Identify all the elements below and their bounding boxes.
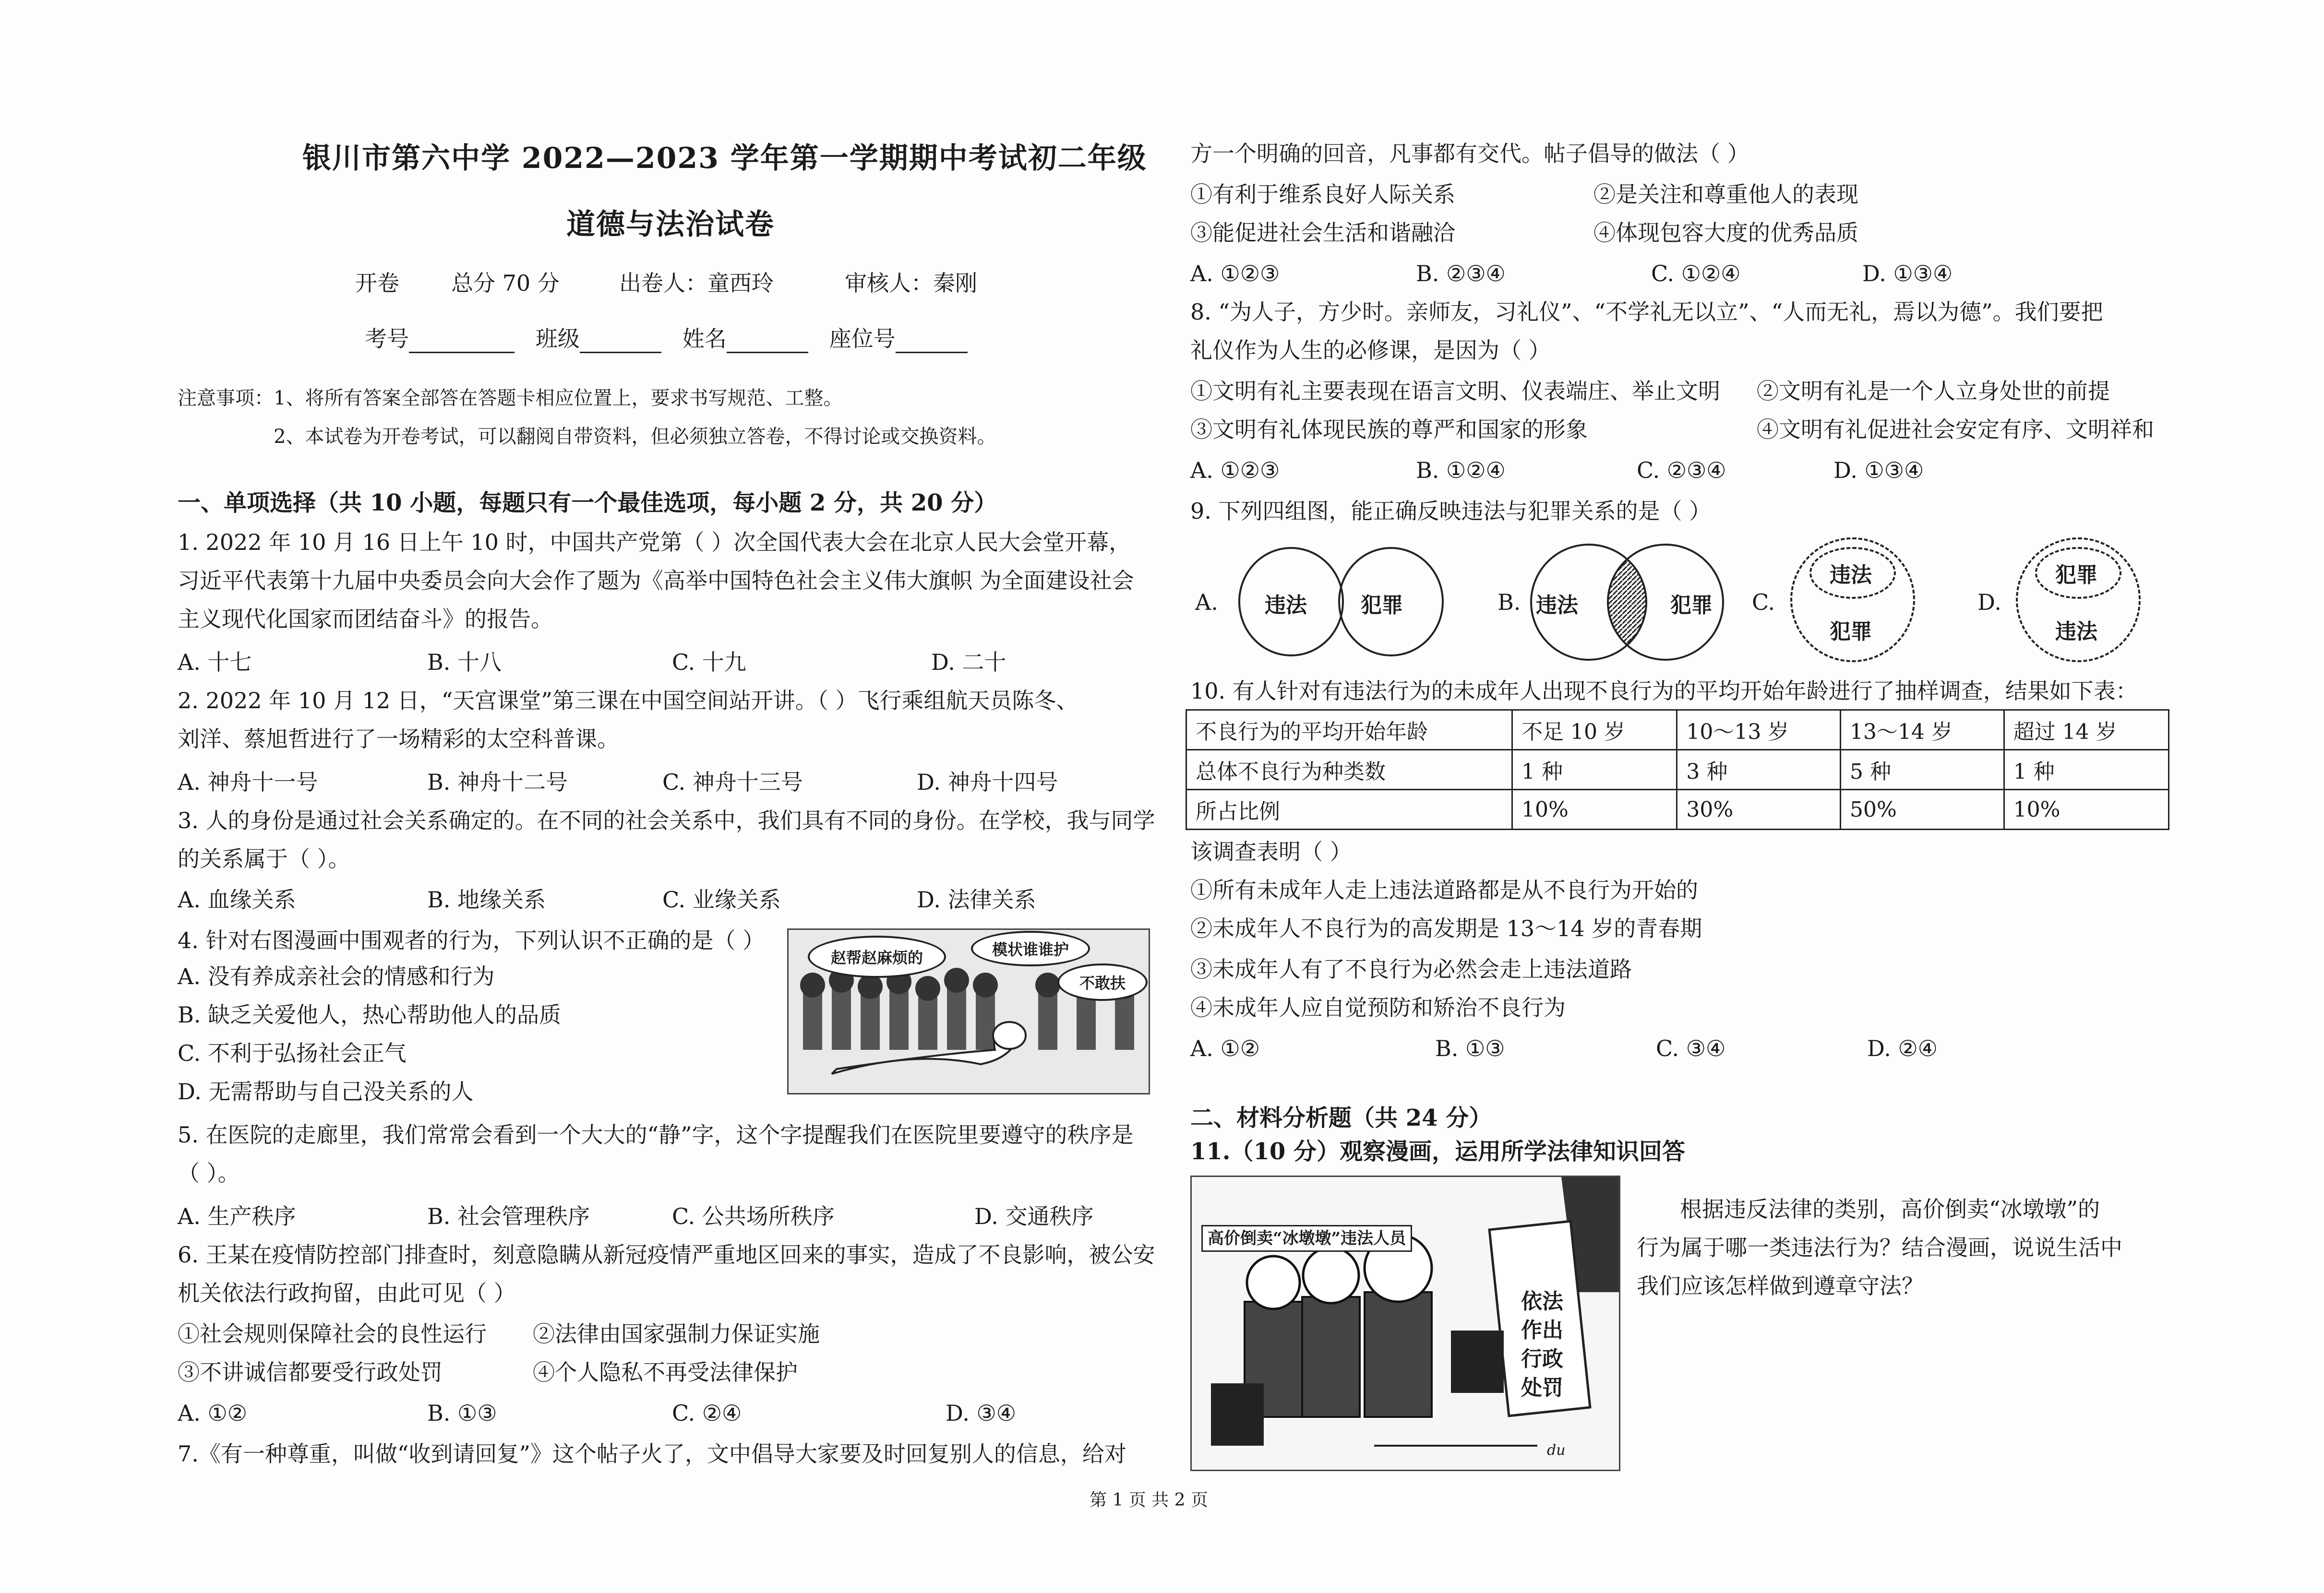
q6-option-b: B. ①③ — [427, 1400, 497, 1426]
blank-line — [896, 331, 968, 353]
comic-signature: du — [1547, 1442, 1566, 1459]
field-label: 班级 — [535, 326, 580, 352]
exam-subtitle: 道德与法治试卷 — [566, 208, 775, 241]
exam-type: 开卷 — [355, 270, 399, 296]
q11-line1: 11.（10 分）观察漫画，运用所学法律知识回答 — [1190, 1138, 1686, 1165]
q8-item-3: ③文明有礼体现民族的尊严和国家的形象 — [1190, 416, 1588, 442]
q5-line2: （ ）。 — [178, 1160, 240, 1186]
section1-title: 一、单项选择（共 10 小题，每题只有一个最佳选项，每小题 2 分，共 20 分） — [178, 489, 997, 516]
q10-item-1: ①所有未成年人走上违法道路都是从不良行为开始的 — [1190, 877, 1698, 903]
q9-option-c-label: C. — [1752, 589, 1775, 615]
q2-line2: 刘洋、蔡旭哲进行了一场精彩的太空科普课。 — [178, 726, 619, 752]
q10-option-a: A. ①② — [1190, 1035, 1260, 1061]
venn-label-illegal: 违法 — [1265, 593, 1307, 618]
q7-line1: 7.《有一种尊重，叫做“收到请回复”》这个帖子火了，文中倡导大家要及时回复别人的信息，给对 — [178, 1441, 1126, 1467]
field-label: 座位号 — [829, 326, 896, 352]
q5-option-a: A. 生产秩序 — [178, 1203, 296, 1229]
q6-option-d: D. ③④ — [946, 1400, 1016, 1426]
field-label: 姓名 — [682, 326, 727, 352]
venn-label-illegal: 违法 — [1830, 563, 1872, 587]
q4-line1: 4. 针对右图漫画中围观者的行为，下列认识不正确的是（ ） — [178, 927, 765, 953]
q2-option-d: D. 神舟十四号 — [917, 769, 1058, 795]
q8-line2: 礼仪作为人生的必修课，是因为（ ） — [1190, 337, 1551, 363]
table-cell: 13～14 岁 — [1840, 710, 2004, 750]
field-label: 考号 — [365, 326, 409, 352]
q4-option-c: C. 不利于弘扬社会正气 — [178, 1040, 407, 1066]
blank-line — [580, 331, 661, 353]
q11-question-line1: 根据违反法律的类别，高价倒卖“冰墩墩”的 — [1680, 1196, 2100, 1222]
q3-option-b: B. 地缘关系 — [427, 887, 546, 913]
q6-item-3: ③不讲诚信都要受行政处罚 — [178, 1359, 443, 1385]
q11-question-line3: 我们应该怎样做到遵章守法？ — [1637, 1273, 1924, 1299]
q9-option-b-label: B. — [1497, 589, 1521, 615]
q6-line2: 机关依法行政拘留，由此可见（ ） — [178, 1280, 516, 1306]
q8-option-b: B. ①②④ — [1416, 457, 1506, 483]
q1-option-c: C. 十九 — [672, 649, 746, 675]
table-row — [1186, 710, 2169, 750]
q7-item-4: ④体现包容大度的优秀品质 — [1593, 220, 1858, 246]
q1-option-b: B. 十八 — [427, 649, 502, 675]
venn-label-crime: 犯罪 — [2055, 563, 2097, 587]
table-cell: 10% — [2004, 790, 2168, 830]
venn-label-crime: 犯罪 — [1361, 593, 1403, 618]
comic-banner: 高价倒卖“冰墩墩”违法人员 — [1201, 1225, 1412, 1252]
venn-d — [2016, 537, 2141, 662]
table-cell: 不良行为的平均开始年龄 — [1186, 710, 1512, 750]
table-cell: 10～13 岁 — [1677, 710, 1841, 750]
q6-item-4: ④个人隐私不再受法律保护 — [533, 1359, 798, 1385]
q10-item-4: ④未成年人应自觉预防和矫治不良行为 — [1190, 995, 1566, 1021]
q10-item-2: ②未成年人不良行为的高发期是 13～14 岁的青春期 — [1190, 915, 1702, 941]
q1-option-a: A. 十七 — [178, 649, 252, 675]
blank-line — [727, 331, 808, 353]
q4-option-d: D. 无需帮助与自己没关系的人 — [178, 1079, 474, 1105]
q10-option-b: B. ①③ — [1435, 1035, 1505, 1061]
notes-line-1: 注意事项：1、将所有答案全部答在答题卡相应位置上，要求书写规范、工整。 — [178, 387, 843, 409]
q1-option-d: D. 二十 — [931, 649, 1006, 675]
q8-option-d: D. ①③④ — [1833, 457, 1924, 483]
q8-item-2: ②文明有礼是一个人立身处世的前提 — [1757, 378, 2110, 404]
q6-item-1: ①社会规则保障社会的良性运行 — [178, 1321, 487, 1347]
q8-option-a: A. ①②③ — [1190, 457, 1280, 483]
venn-label-crime: 犯罪 — [1830, 619, 1872, 644]
table-cell: 5 种 — [1840, 750, 2004, 790]
q7-item-1: ①有利于维系良好人际关系 — [1190, 181, 1455, 207]
q7-item-2: ②是关注和尊重他人的表现 — [1593, 181, 1858, 207]
q9-line1: 9. 下列四组图，能正确反映违法与犯罪关系的是（ ） — [1190, 498, 1712, 524]
q1-line3: 主义现代化国家而团结奋斗》的报告。 — [178, 606, 553, 632]
author: 出卷人：童西玲 — [619, 270, 774, 296]
q9-option-d-label: D. — [1977, 589, 2001, 615]
venn-c — [1790, 537, 1915, 662]
survey-table — [1186, 709, 2169, 830]
venn-b — [1526, 542, 1728, 662]
q2-line1: 2. 2022 年 10 月 12 日，“天宫课堂”第三课在中国空间站开讲。（ ）飞行乘组航天员陈冬、 — [178, 688, 1078, 713]
section2-title: 二、材料分析题（共 24 分） — [1190, 1105, 1492, 1131]
comic-bubble-2: 模状谁谁护 — [971, 931, 1090, 966]
q9-option-a-label: A. — [1195, 589, 1218, 615]
venn-a — [1238, 547, 1440, 662]
q8-item-1: ①文明有礼主要表现在语言文明、仪表端庄、举止文明 — [1190, 378, 1720, 404]
q2-option-b: B. 神舟十二号 — [427, 769, 568, 795]
q5-line1: 5. 在医院的走廊里，我们常常会看到一个大大的“静”字，这个字提醒我们在医院里要遵守的秩序是 — [178, 1122, 1134, 1148]
q3-line2: 的关系属于（ ）。 — [178, 846, 350, 872]
reviewer: 审核人：秦刚 — [845, 270, 977, 296]
q7-option-b: B. ②③④ — [1416, 261, 1506, 286]
table-cell: 1 种 — [1512, 750, 1677, 790]
blank-line — [409, 331, 515, 353]
comic-sign: 依法作出行政处罚 — [1521, 1289, 1563, 1400]
q7-item-3: ③能促进社会生活和谐融洽 — [1190, 220, 1455, 246]
q11-comic — [1190, 1176, 1620, 1471]
q5-option-b: B. 社会管理秩序 — [427, 1203, 590, 1229]
table-cell: 10% — [1512, 790, 1677, 830]
table-cell: 总体不良行为种类数 — [1186, 750, 1512, 790]
q4-option-a: A. 没有养成亲社会的情感和行为 — [178, 963, 495, 989]
q10-item-3: ③未成年人有了不良行为必然会走上违法道路 — [1190, 956, 1632, 982]
q8-option-c: C. ②③④ — [1637, 457, 1726, 483]
q10-line2: 该调查表明（ ） — [1190, 839, 1352, 865]
q10-option-d: D. ②④ — [1867, 1035, 1938, 1061]
q1-line1: 1. 2022 年 10 月 16 日上午 10 时，中国共产党第（ ）次全国代表大会在北京人民大会堂开幕， — [178, 529, 1131, 555]
venn-label-illegal: 违法 — [2055, 619, 2097, 644]
page-footer: 第 1 页 共 2 页 — [1090, 1490, 1209, 1510]
q10-option-c: C. ③④ — [1656, 1035, 1726, 1061]
q6-line1: 6. 王某在疫情防控部门排查时，刻意隐瞒从新冠疫情严重地区回来的事实，造成了不良影响，被公安 — [178, 1242, 1155, 1268]
q3-option-a: A. 血缘关系 — [178, 887, 296, 913]
total-score: 总分 70 分 — [451, 270, 560, 296]
q2-option-c: C. 神舟十三号 — [662, 769, 803, 795]
table-row — [1186, 750, 2169, 790]
table-cell: 超过 14 岁 — [2004, 710, 2168, 750]
table-cell: 1 种 — [2004, 750, 2168, 790]
q4-option-b: B. 缺乏关爱他人，热心帮助他人的品质 — [178, 1002, 562, 1028]
comic-bubble-3: 不敢扶 — [1057, 963, 1148, 1001]
q5-option-d: D. 交通秩序 — [974, 1203, 1094, 1229]
q3-option-d: D. 法律关系 — [917, 887, 1036, 913]
table-cell: 50% — [1840, 790, 2004, 830]
exam-title: 银川市第六中学 2022—2023 学年第一学期期中考试初二年级 — [302, 142, 1147, 175]
q7-option-c: C. ①②④ — [1651, 261, 1741, 286]
notes-line-2: 2、本试卷为开卷考试，可以翻阅自带资料，但必须独立答卷，不得讨论或交换资料。 — [274, 426, 996, 448]
q7-option-a: A. ①②③ — [1190, 261, 1280, 286]
venn-label-illegal: 违法 — [1536, 588, 1578, 618]
table-cell: 所占比例 — [1186, 790, 1512, 830]
q4-comic — [787, 928, 1150, 1094]
q8-line1: 8. “为人子，方少时。亲师友，习礼仪”、“不学礼无以立”、“人而无礼，焉以为德”。我们要把 — [1190, 299, 2103, 325]
q8-item-4: ④文明有礼促进社会安定有序、文明祥和 — [1757, 416, 2154, 442]
q6-option-a: A. ①② — [178, 1400, 247, 1426]
comic-bubble-1: 赵帮赵麻烦的 — [808, 936, 946, 978]
venn-label-crime: 犯罪 — [1670, 588, 1713, 618]
q11-question-line2: 行为属于哪一类违法行为？结合漫画，说说生活中 — [1637, 1235, 2122, 1260]
table-cell: 30% — [1677, 790, 1841, 830]
q7-line2: 方一个明确的回音，凡事都有交代。帖子倡导的做法（ ） — [1190, 141, 1749, 166]
table-cell: 不足 10 岁 — [1512, 710, 1677, 750]
q10-line1: 10. 有人针对有违法行为的未成年人出现不良行为的平均开始年龄进行了抽样调查，结果如下表： — [1190, 678, 2138, 704]
field-exam-no — [365, 324, 968, 353]
q5-option-c: C. 公共场所秩序 — [672, 1203, 835, 1229]
q1-line2: 习近平代表第十九届中央委员会向大会作了题为《高举中国特色社会主义伟大旗帜 为全面建设社会 — [178, 568, 1134, 594]
q6-item-2: ②法律由国家强制力保证实施 — [533, 1321, 820, 1347]
table-row — [1186, 790, 2169, 830]
q3-option-c: C. 业缘关系 — [662, 887, 781, 913]
q6-option-c: C. ②④ — [672, 1400, 742, 1426]
q3-line1: 3. 人的身份是通过社会关系确定的。在不同的社会关系中，我们具有不同的身份。在学校，我与同学 — [178, 808, 1155, 833]
q2-option-a: A. 神舟十一号 — [178, 769, 318, 795]
q7-option-d: D. ①③④ — [1862, 261, 1953, 286]
table-cell: 3 种 — [1677, 750, 1841, 790]
